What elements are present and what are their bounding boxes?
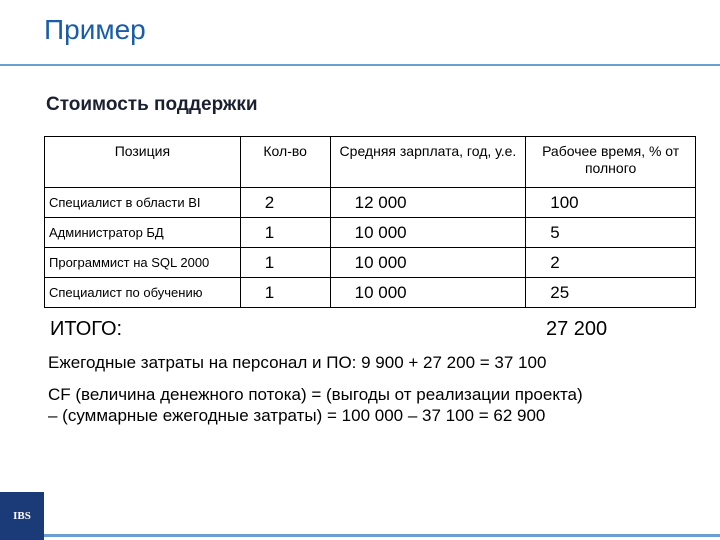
footer-divider	[44, 534, 720, 537]
header-count: Кол-во	[240, 137, 330, 188]
slide-title: Пример	[44, 14, 146, 45]
header-salary: Средняя зарплата, год, у.е.	[330, 137, 526, 188]
cell-salary: 10 000	[330, 248, 526, 278]
slide-subtitle: Стоимость поддержки	[46, 94, 258, 115]
table-row	[45, 278, 696, 308]
cell-count: 1	[240, 248, 330, 278]
title-divider	[0, 64, 720, 66]
ibs-logo: IBS	[0, 492, 44, 540]
header-worktime: Рабочее время, % от полного	[526, 137, 696, 188]
cell-count: 2	[240, 188, 330, 218]
cash-flow-note-line1: CF (величина денежного потока) = (выгоды от реализации проекта)	[48, 385, 583, 404]
cell-count: 1	[240, 278, 330, 308]
table-row	[45, 218, 696, 248]
table-row	[45, 248, 696, 278]
cell-position: Специалист по обучению	[45, 278, 241, 308]
cell-salary: 12 000	[330, 188, 526, 218]
cell-worktime: 25	[526, 278, 696, 308]
header-position: Позиция	[45, 137, 241, 188]
cell-position: Специалист в области BI	[45, 188, 241, 218]
table-row	[45, 188, 696, 218]
total-value: 27 200	[546, 318, 608, 340]
cell-salary: 10 000	[330, 218, 526, 248]
cell-worktime: 5	[526, 218, 696, 248]
total-label: ИТОГО:	[50, 318, 123, 340]
cell-count: 1	[240, 218, 330, 248]
table-header-row	[45, 137, 696, 188]
cell-worktime: 2	[526, 248, 696, 278]
cell-position: Программист на SQL 2000	[45, 248, 241, 278]
support-cost-table	[44, 136, 696, 308]
cash-flow-note-line2: – (суммарные ежегодные затраты) = 100 000 – 37 100 = 62 900	[48, 406, 546, 425]
cell-worktime: 100	[526, 188, 696, 218]
cell-position: Администратор БД	[45, 218, 241, 248]
cell-salary: 10 000	[330, 278, 526, 308]
annual-costs-note: Ежегодные затраты на персонал и ПО: 9 900 + 27 200 = 37 100	[48, 353, 547, 372]
